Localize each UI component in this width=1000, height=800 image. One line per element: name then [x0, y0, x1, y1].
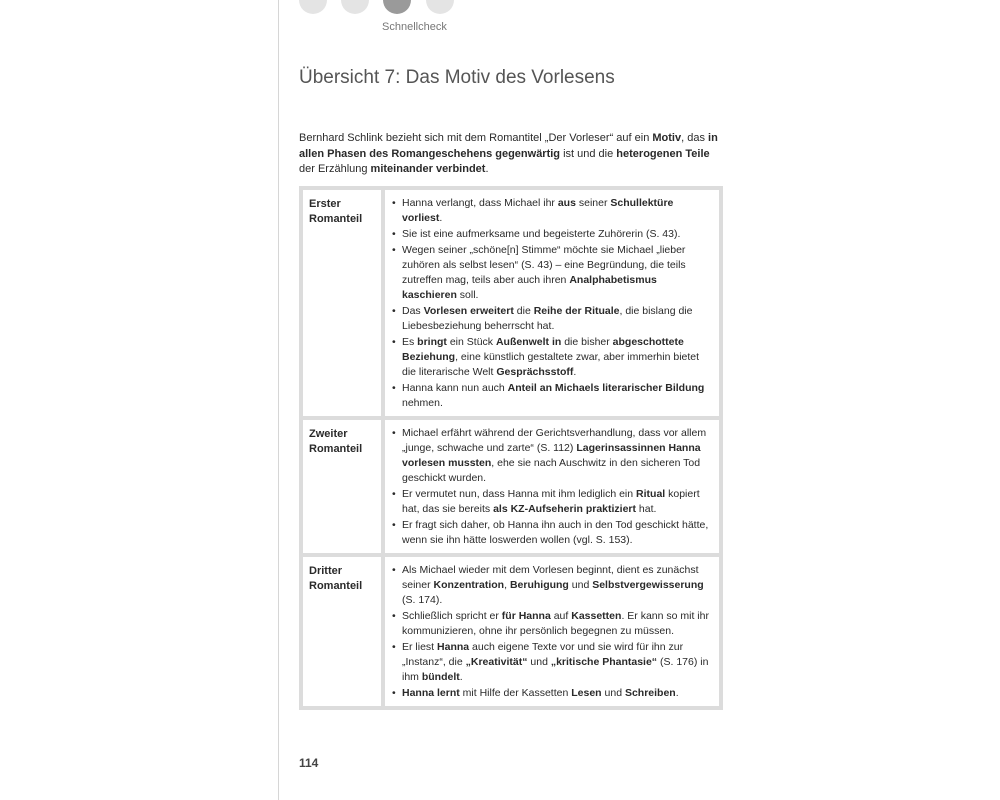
text-run: , [504, 579, 510, 591]
text-run: . Er kann so mit ihr kommunizieren, ohne ihr persönlich begegnen zu müssen. [402, 610, 709, 637]
text-run: Es [402, 336, 418, 348]
bold-text: „Kreativität“ [465, 656, 528, 668]
text-run: der Erzählung [299, 163, 371, 175]
bold-text: Motiv [652, 132, 682, 144]
bullet-item [391, 304, 709, 334]
document-page [278, 0, 719, 800]
bold-text: Beruhigung [509, 579, 569, 591]
intro-paragraph [299, 131, 723, 178]
table-row [303, 420, 719, 553]
page-title: Übersicht 7: Das Motiv des Vorlesens [299, 67, 615, 88]
bold-text: Lagerinsassinnen Hanna vorlesen mussten [402, 442, 701, 469]
text-run: seiner [575, 197, 611, 209]
row-content [385, 190, 719, 416]
text-run: und [601, 687, 625, 699]
bold-text: bündelt [421, 671, 460, 683]
text-run: auch eigene Texte vor und sie wird für ihn zur „Instanz“, die [402, 641, 684, 668]
progress-dot-schnellcheck[interactable] [383, 0, 411, 14]
text-run: Hanna verlangt, dass Michael ihr [402, 197, 558, 209]
bold-text: Schullektüre vorliest [402, 197, 674, 224]
text-run: . [485, 163, 489, 175]
bold-text: als KZ-Aufseherin praktiziert [493, 503, 637, 515]
row-heading: Zweiter Romanteil [303, 420, 381, 553]
bullet-item [391, 609, 709, 639]
row-content [385, 420, 719, 553]
bullet-item [391, 335, 709, 380]
text-run: , eine künstlich gestaltete zwar, aber immerhin bietet die literarische Welt [402, 351, 700, 378]
text-run: (S. 174). [402, 594, 443, 606]
bullet-item [391, 196, 709, 226]
text-run: . [459, 671, 463, 683]
text-run: und [527, 656, 551, 668]
row-heading: Erster Romanteil [303, 190, 381, 416]
bold-text: Schreiben [624, 687, 676, 699]
bold-text: heterogenen Teile [616, 147, 710, 160]
text-run: , ehe sie nach Auschwitz in den sicheren Tod geschickt wurden. [402, 457, 701, 484]
bold-text: miteinander verbindet [370, 163, 486, 175]
bullet-item [391, 640, 709, 685]
bold-text: für Hanna [501, 610, 551, 622]
text-run: Sie ist eine aufmerksame und begeisterte Zuhörerin (S. 43). [402, 228, 681, 240]
bold-text: abgeschottete Beziehung [402, 336, 684, 363]
text-run: . [675, 687, 679, 699]
bullet-list [391, 563, 709, 701]
bullet-item [391, 563, 709, 608]
bullet-list [391, 426, 709, 548]
page-number: 114 [299, 756, 319, 770]
text-run: Er fragt sich daher, ob Hanna ihn auch in den Tod geschickt hätte, wenn sie ihn hätte loswerden wollen (vgl. S. 153). [402, 519, 709, 546]
text-run: (S. 176) in ihm [402, 656, 709, 683]
text-run: Hanna kann nun auch [402, 382, 508, 394]
text-run: . [439, 212, 443, 224]
bold-text: Vorlesen erweitert [423, 305, 514, 317]
bold-text: Konzentration [433, 579, 505, 591]
text-run: auf [550, 610, 572, 622]
text-run: die [513, 305, 534, 317]
text-run: , das [681, 132, 709, 144]
bold-text: Außenwelt in [495, 336, 562, 348]
bold-text: Ritual [636, 488, 666, 500]
text-run: die bisher [561, 336, 613, 348]
bold-text: Kassetten [571, 610, 622, 622]
bold-text: „kritische Phantasie“ [550, 656, 658, 668]
text-run: ist und die [560, 147, 617, 160]
text-run: , die bislang die Liebesbeziehung beherrscht hat. [402, 305, 693, 332]
bullet-item [391, 243, 709, 303]
bullet-item [391, 686, 709, 701]
text-run: Schließlich spricht er [402, 610, 502, 622]
bold-text: aus [557, 197, 576, 209]
text-run: Michael erfährt während der Gerichtsverhandlung, dass vor allem „junge, schwache und zarte“ (S. 112) [402, 427, 707, 454]
bold-text: Lesen [571, 687, 602, 699]
progress-dot-1[interactable] [299, 0, 327, 14]
bold-text: Reihe der Rituale [533, 305, 620, 317]
text-run: Wegen seiner „schöne[n] Stimme“ möchte sie Michael „lieber zuhören als selbst lesen“ (S. 43) – eine Begründung, die teils zutreffen mag, teils aber auch ihren [402, 244, 686, 286]
bold-text: Hanna [437, 641, 470, 653]
bold-text: Anteil an Michaels literarischer Bildung [507, 382, 705, 394]
text-run: und [568, 579, 593, 591]
table-row [303, 190, 719, 416]
text-run: Er liest [402, 641, 438, 653]
progress-active-label: Schnellcheck [382, 21, 447, 33]
bullet-item [391, 487, 709, 517]
bullet-item [391, 227, 709, 242]
row-content [385, 557, 719, 706]
text-run: Das [402, 305, 424, 317]
text-run: hat. [636, 503, 657, 515]
row-heading: Dritter Romanteil [303, 557, 381, 706]
text-run: . [573, 366, 577, 378]
bullet-item [391, 426, 709, 486]
progress-dot-2[interactable] [341, 0, 369, 14]
bold-text: Hanna lernt [402, 687, 460, 699]
bullet-list [391, 196, 709, 411]
text-run: Er vermutet nun, dass Hanna mit ihm lediglich ein [402, 488, 637, 500]
bold-text: Selbstvergewisserung [592, 579, 704, 591]
bullet-item [391, 381, 709, 411]
text-run: mit Hilfe der Kassetten [459, 687, 572, 699]
bold-text: Analphabetismus kaschieren [402, 274, 657, 301]
progress-dot-4[interactable] [426, 0, 454, 14]
text-run: soll. [456, 289, 479, 301]
bold-text: bringt [417, 336, 447, 348]
text-run: nehmen. [402, 397, 443, 409]
text-run: Bernhard Schlink bezieht sich mit dem Romantitel „Der Vorleser“ auf ein [299, 132, 653, 144]
bullet-item [391, 518, 709, 548]
bold-text: Gesprächsstoff [496, 366, 574, 378]
table-row [303, 557, 719, 706]
overview-table [299, 186, 723, 710]
text-run: ein Stück [446, 336, 496, 348]
bold-text: in allen Phasen des Romangeschehens gegenwärtig [299, 132, 718, 160]
text-run: kopiert hat, das sie bereits [402, 488, 700, 515]
text-run: Als Michael wieder mit dem Vorlesen beginnt, dient es zunächst seiner [402, 564, 699, 591]
